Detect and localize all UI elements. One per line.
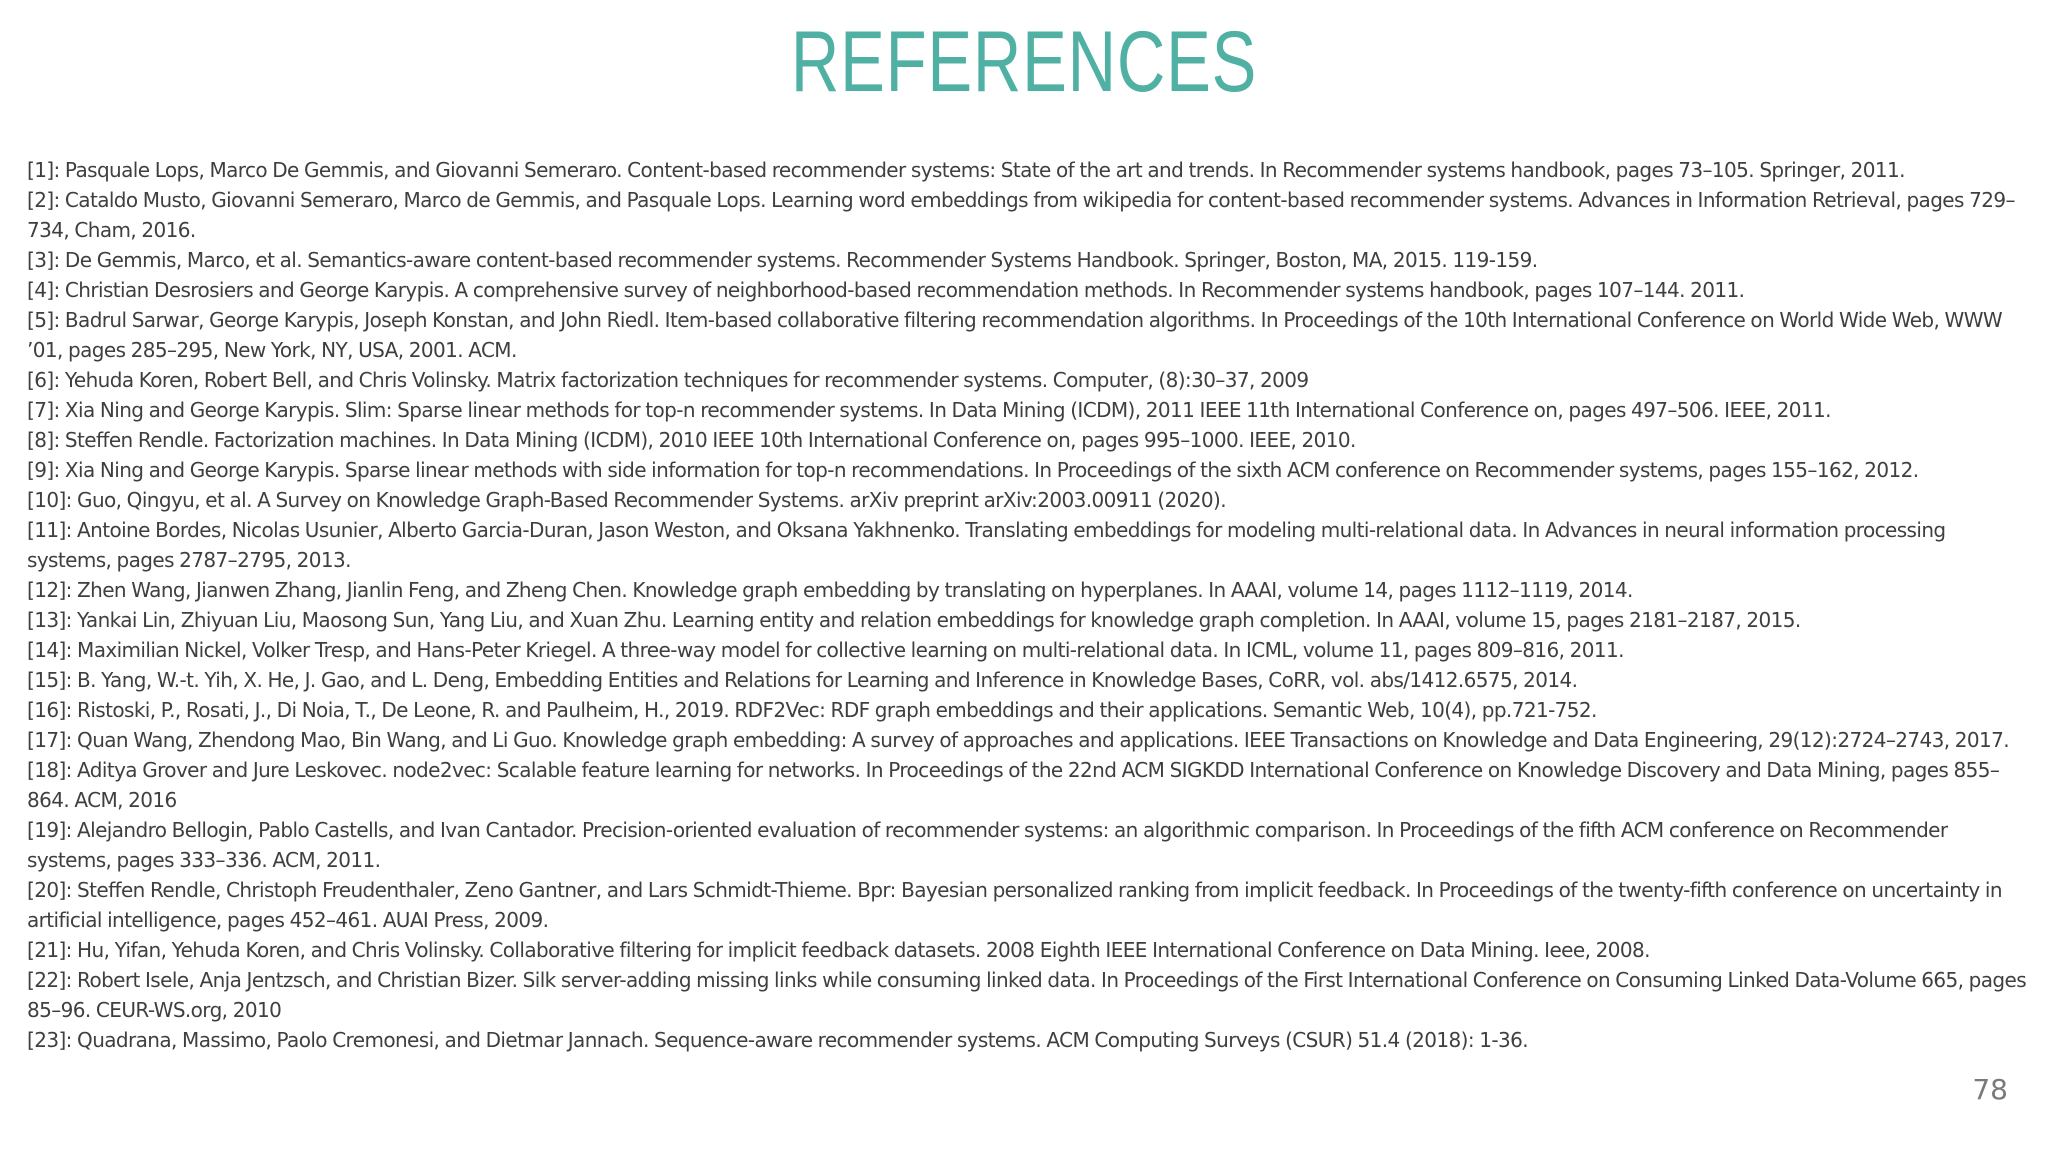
reference-item: [23]: Quadrana, Massimo, Paolo Cremonesi, and Dietmar Jannach. Sequence-aware recommender systems. ACM Computing Surveys (CSUR) 51.4 (2018): 1-36. (27, 1028, 1528, 1052)
reference-list (27, 155, 2027, 1055)
reference-item: [4]: Christian Desrosiers and George Karypis. A comprehensive survey of neighborhood-based recommendation methods. In Recommender systems handbook, pages 107–144. 2011. (27, 278, 1745, 302)
reference-item: [6]: Yehuda Koren, Robert Bell, and Chris Volinsky. Matrix factorization techniques for recommender systems. Computer, (8):30–37, 2009 (27, 368, 1309, 392)
reference-item: [3]: De Gemmis, Marco, et al. Semantics-aware content-based recommender systems. Recommender Systems Handbook. Springer, Boston, MA, 2015. 119-159. (27, 248, 1538, 272)
reference-item: [9]: Xia Ning and George Karypis. Sparse linear methods with side information for top-n recommendations. In Proceedings of the sixth ACM conference on Recommender systems, pages 155–162, 2012. (27, 458, 1919, 482)
reference-item: [10]: Guo, Qingyu, et al. A Survey on Knowledge Graph-Based Recommender Systems. arXiv preprint arXiv:2003.00911 (2020). (27, 488, 1226, 512)
reference-item: [21]: Hu, Yifan, Yehuda Koren, and Chris Volinsky. Collaborative filtering for implicit feedback datasets. 2008 Eighth IEEE International Conference on Data Mining. Ieee, 2008. (27, 938, 1650, 962)
reference-item: [17]: Quan Wang, Zhendong Mao, Bin Wang, and Li Guo. Knowledge graph embedding: A survey of approaches and applications. IEEE Transactions on Knowledge and Data Engineering, 29(12):2724–2743, 2017. (27, 728, 2010, 752)
reference-item: [15]: B. Yang, W.-t. Yih, X. He, J. Gao, and L. Deng, Embedding Entities and Relations for Learning and Inference in Knowledge Bases, CoRR, vol. abs/1412.6575, 2014. (27, 668, 1578, 692)
reference-item: [12]: Zhen Wang, Jianwen Zhang, Jianlin Feng, and Zheng Chen. Knowledge graph embedding by translating on hyperplanes. In AAAI, volume 14, pages 1112–1119, 2014. (27, 578, 1633, 602)
reference-item: [1]: Pasquale Lops, Marco De Gemmis, and Giovanni Semeraro. Content-based recommender systems: State of the art and trends. In Recommender systems handbook, pages 73–105. Springer, 2011. (27, 158, 1905, 182)
reference-item: [19]: Alejandro Bellogin, Pablo Castells, and Ivan Cantador. Precision-oriented evaluation of recommender systems: an algorithmic comparison. In Proceedings of the fifth ACM conference on Recommender systems, pages 333–336. ACM, 2011. (27, 818, 1948, 872)
reference-item: [11]: Antoine Bordes, Nicolas Usunier, Alberto Garcia-Duran, Jason Weston, and Oksana Yakhnenko. Translating embeddings for modeling multi-relational data. In Advances in neural information processing systems, pages 2787–2795, 2013. (27, 518, 1946, 572)
reference-item: [2]: Cataldo Musto, Giovanni Semeraro, Marco de Gemmis, and Pasquale Lops. Learning word embeddings from wikipedia for content-based recommender systems. Advances in Information Retrieval, pages 729–734, Cham, 2016. (27, 188, 2015, 242)
reference-item: [5]: Badrul Sarwar, George Karypis, Joseph Konstan, and John Riedl. Item-based collaborative filtering recommendation algorithms. In Proceedings of the 10th International Conference on World Wide Web, WWW ’01, pages 285–295, New York, NY, USA, 2001. ACM. (27, 308, 2003, 362)
reference-item: [16]: Ristoski, P., Rosati, J., Di Noia, T., De Leone, R. and Paulheim, H., 2019. RDF2Vec: RDF graph embeddings and their applications. Semantic Web, 10(4), pp.721-752. (27, 698, 1597, 722)
page-number: 78 (1972, 1073, 2008, 1106)
reference-item: [8]: Steffen Rendle. Factorization machines. In Data Mining (ICDM), 2010 IEEE 10th International Conference on, pages 995–1000. IEEE, 2010. (27, 428, 1356, 452)
reference-item: [14]: Maximilian Nickel, Volker Tresp, and Hans-Peter Kriegel. A three-way model for collective learning on multi-relational data. In ICML, volume 11, pages 809–816, 2011. (27, 638, 1624, 662)
slide-title: REFERENCES (790, 14, 1258, 110)
reference-item: [13]: Yankai Lin, Zhiyuan Liu, Maosong Sun, Yang Liu, and Xuan Zhu. Learning entity and relation embeddings for knowledge graph completion. In AAAI, volume 15, pages 2181–2187, 2015. (27, 608, 1801, 632)
reference-item: [22]: Robert Isele, Anja Jentzsch, and Christian Bizer. Silk server-adding missing links while consuming linked data. In Proceedings of the First International Conference on Consuming Linked Data-Volume 665, pages 85–96. CEUR-WS.org, 2010 (27, 968, 2027, 1022)
reference-item: [7]: Xia Ning and George Karypis. Slim: Sparse linear methods for top-n recommender systems. In Data Mining (ICDM), 2011 IEEE 11th International Conference on, pages 497–506. IEEE, 2011. (27, 398, 1831, 422)
reference-item: [20]: Steffen Rendle, Christoph Freudenthaler, Zeno Gantner, and Lars Schmidt-Thieme. Bpr: Bayesian personalized ranking from implicit feedback. In Proceedings of the twenty-fifth conference on uncertainty in artificial intelligence, pages 452–461. AUAI Press, 2009. (27, 878, 2002, 932)
reference-item: [18]: Aditya Grover and Jure Leskovec. node2vec: Scalable feature learning for networks. In Proceedings of the 22nd ACM SIGKDD International Conference on Knowledge Discovery and Data Mining, pages 855–864. ACM, 2016 (27, 758, 2000, 812)
